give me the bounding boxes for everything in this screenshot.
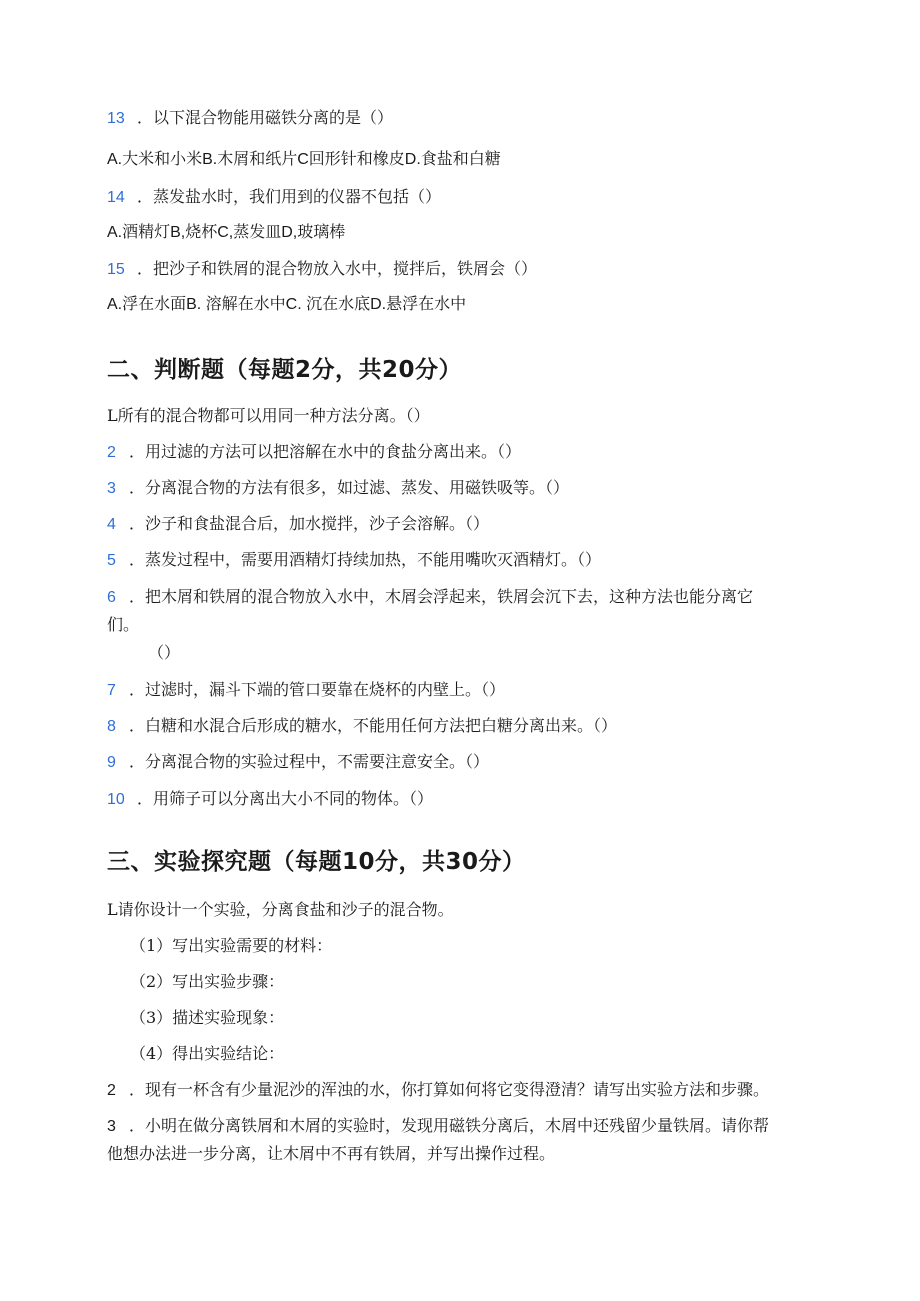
- question-number: 3: [107, 1118, 116, 1135]
- item-text: ．用筛子可以分离出大小不同的物体。（）: [137, 789, 434, 808]
- experiment-question-3: [107, 1116, 769, 1137]
- judge-item-7: [107, 680, 505, 701]
- question-13-options: A.大米和小米B.木屑和纸片C回形针和橡皮D.食盐和白糖: [107, 151, 501, 168]
- item-text: ．过滤时，漏斗下端的管口要靠在烧杯的内壁上。（）: [129, 680, 506, 699]
- sub-item-materials: （1）写出实验需要的材料：: [130, 936, 333, 955]
- question-15-options: A.浮在水面B. 溶解在水中C. 沉在水底D.悬浮在水中: [107, 296, 467, 313]
- item-text: ．分离混合物的实验过程中，不需要注意安全。（）: [129, 752, 490, 771]
- item-number: 6: [107, 589, 116, 606]
- question-text: ．以下混合物能用磁铁分离的是（）: [137, 108, 394, 127]
- item-text: ．蒸发过程中，需要用酒精灯持续加热，不能用嘴吹灭酒精灯。（）: [129, 550, 602, 569]
- item-text: ．分离混合物的方法有很多，如过滤、蒸发、用磁铁吸等。（）: [129, 478, 570, 497]
- experiment-question-1: L请你设计一个实验，分离食盐和沙子的混合物。: [107, 900, 454, 919]
- question-text: ．蒸发盐水时，我们用到的仪器不包括（）: [137, 187, 442, 206]
- judge-item-4: [107, 514, 489, 535]
- item-number: 7: [107, 682, 116, 699]
- experiment-question-3-continuation: 他想办法进一步分离，让木屑中不再有铁屑，并写出操作过程。: [107, 1144, 556, 1163]
- item-text: ．把木屑和铁屑的混合物放入水中，木屑会浮起来，铁屑会沉下去，这种方法也能分离它: [129, 587, 754, 606]
- question-15: [107, 259, 537, 280]
- judge-item-9: [107, 752, 489, 773]
- sub-item-phenomena: （3）描述实验现象：: [130, 1008, 285, 1027]
- item-text: ．沙子和食盐混合后，加水搅拌，沙子会溶解。（）: [129, 514, 490, 533]
- section-heading-experiment: 三、实验探究题（每题10分，共30分）: [107, 849, 526, 875]
- judge-item-8: [107, 716, 617, 737]
- question-number: 2: [107, 1082, 116, 1099]
- question-text: ．把沙子和铁屑的混合物放入水中，搅拌后，铁屑会（）: [137, 259, 538, 278]
- item-number: 10: [107, 791, 125, 808]
- judge-item-1: L所有的混合物都可以用同一种方法分离。（）: [107, 406, 430, 425]
- judge-item-10: [107, 789, 433, 810]
- item-number: 3: [107, 480, 116, 497]
- experiment-question-2: [107, 1080, 769, 1101]
- section-heading-judge: 二、判断题（每题2分，共20分）: [107, 357, 463, 383]
- item-number: 8: [107, 718, 116, 735]
- judge-item-5: [107, 550, 601, 571]
- judge-item-6: [107, 587, 753, 608]
- judge-item-6-answer-bracket: （）: [148, 643, 181, 662]
- question-14: [107, 187, 441, 208]
- question-number: 14: [107, 189, 125, 206]
- item-text: ．白糖和水混合后形成的糖水，不能用任何方法把白糖分离出来。（）: [129, 716, 618, 735]
- question-text: ．现有一杯含有少量泥沙的浑浊的水，你打算如何将它变得澄清？请写出实验方法和步骤。: [129, 1080, 770, 1099]
- item-number: 9: [107, 754, 116, 771]
- question-14-options: A.酒精灯B,烧杯C,蒸发皿D,玻璃棒: [107, 224, 346, 241]
- sub-item-steps: （2）写出实验步骤：: [130, 972, 285, 991]
- item-number: 2: [107, 444, 116, 461]
- judge-item-3: [107, 478, 569, 499]
- question-number: 13: [107, 110, 125, 127]
- question-number: 15: [107, 261, 125, 278]
- item-text: ．用过滤的方法可以把溶解在水中的食盐分离出来。（）: [129, 442, 522, 461]
- question-text: ．小明在做分离铁屑和木屑的实验时，发现用磁铁分离后，木屑中还残留少量铁屑。请你帮: [129, 1116, 770, 1135]
- question-13: [107, 108, 393, 129]
- judge-item-2: [107, 442, 521, 463]
- judge-item-6-continuation: 们。: [107, 615, 140, 634]
- item-number: 5: [107, 552, 116, 569]
- sub-item-conclusion: （4）得出实验结论：: [130, 1044, 285, 1063]
- item-number: 4: [107, 516, 116, 533]
